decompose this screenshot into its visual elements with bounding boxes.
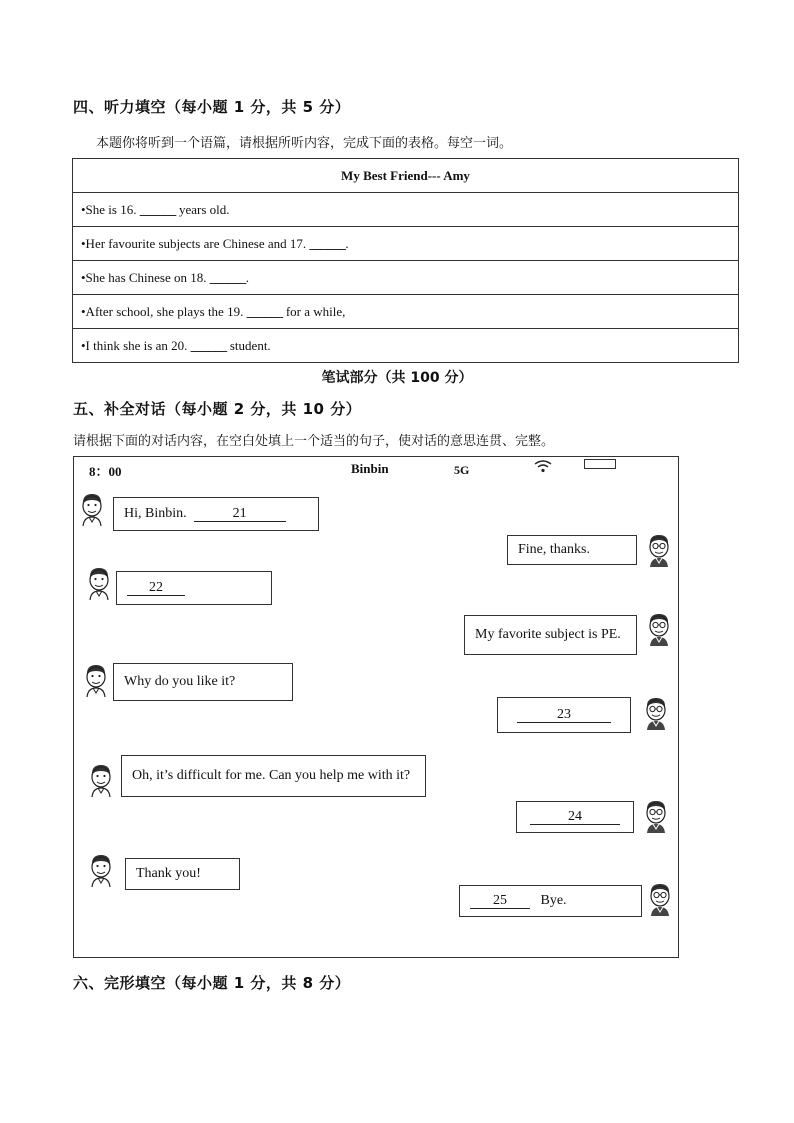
chat-bubble-left [116,571,272,605]
glasses-boy-avatar-icon [646,881,674,917]
status-network: 5G [454,463,470,477]
boy-avatar-icon [78,491,106,527]
answer-blank-18[interactable]: ______ [209,269,246,285]
boy-avatar-icon [85,565,113,601]
table-row: •I think she is an 20. ______ student. [73,329,739,363]
answer-blank-22[interactable]: 22 [127,581,185,596]
glasses-boy-avatar-icon [642,695,670,731]
section-4-heading: 四、听力填空（每小题 1 分，共 5 分） [73,98,351,116]
answer-blank-19[interactable]: ______ [246,303,283,319]
table-row: •She is 16. ______ years old. [73,193,739,227]
status-time: 8：00 [89,464,122,479]
boy-avatar-icon [82,662,110,698]
answer-blank-17[interactable]: ______ [309,235,346,251]
answer-blank-21[interactable]: 21 [194,507,286,522]
listening-table [72,158,739,363]
chat-bubble-right: My favorite subject is PE. [464,615,637,655]
table-row: •Her favourite subjects are Chinese and 17. ______. [73,227,739,261]
section-6-heading: 六、完形填空（每小题 1 分，共 8 分） [73,974,351,992]
chat-bubble-left: Hi, Binbin. 21 [113,497,319,531]
chat-bubble-left: Oh, it’s difficult for me. Can you help me with it? [121,755,426,797]
answer-blank-24[interactable]: 24 [530,810,620,825]
written-part-title: 笔试部分（共 100 分） [321,370,473,386]
chat-bubble-right [516,801,634,833]
chat-bubble-right: Fine, thanks. [507,535,637,565]
chat-bubble-left: Why do you like it? [113,663,293,701]
chat-bubble-right [497,697,631,733]
boy-avatar-icon [87,762,115,798]
glasses-boy-avatar-icon [645,611,673,647]
section-5-heading: 五、补全对话（每小题 2 分，共 10 分） [73,400,362,418]
battery-icon [584,459,616,469]
status-contact: Binbin [351,461,389,476]
section-5-instruction: 请根据下面的对话内容，在空白处填上一个适当的句子，使对话的意思连贯、完整。 [73,434,555,449]
answer-blank-23[interactable]: 23 [517,708,611,723]
glasses-boy-avatar-icon [645,532,673,568]
table-row: •After school, she plays the 19. ______ for a while, [73,295,739,329]
chat-phone-frame [73,456,679,958]
answer-blank-25[interactable]: 25 [470,894,530,909]
wifi-icon [534,459,552,473]
table-row: •She has Chinese on 18. ______. [73,261,739,295]
boy-avatar-icon [87,852,115,888]
chat-bubble-right: 25 Bye. [459,885,642,917]
table-title: My Best Friend--- Amy [73,159,739,193]
answer-blank-16[interactable]: ______ [139,201,176,217]
chat-bubble-left: Thank you! [125,858,240,890]
section-4-instruction: 本题你将听到一个语篇，请根据所听内容，完成下面的表格。每空一词。 [96,136,513,151]
glasses-boy-avatar-icon [642,798,670,834]
answer-blank-20[interactable]: ______ [190,337,227,353]
